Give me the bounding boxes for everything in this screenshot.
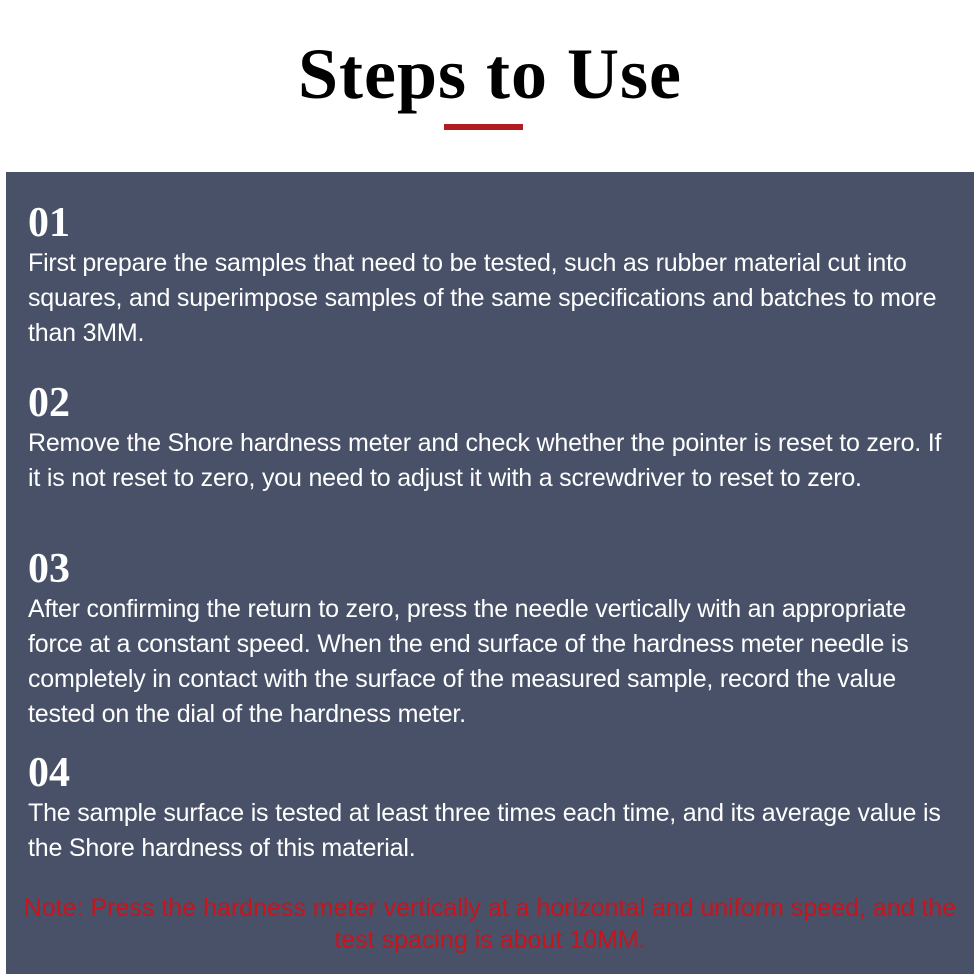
step-text: The sample surface is tested at least three times each time, and its average value is the Shore hardness of this material.	[28, 799, 941, 862]
step-03	[28, 546, 958, 732]
step-text: Remove the Shore hardness meter and check whether the pointer is reset to zero. If it is not reset to zero, you need to adjust it with a screwdriver to reset to zero.	[28, 429, 942, 492]
note-text: Note: Press the hardness meter vertically at a horizontal and uniform speed, and the test spacing is about 10MM.	[23, 894, 957, 954]
step-02	[28, 380, 958, 496]
step-04	[28, 750, 958, 866]
page-title: Steps to Use	[298, 34, 682, 114]
step-number: 03	[28, 546, 70, 592]
steps-panel	[6, 172, 974, 974]
step-number: 04	[28, 750, 70, 796]
title-underline	[444, 124, 523, 130]
step-number: 01	[28, 200, 70, 246]
step-text: After confirming the return to zero, press the needle vertically with an appropriate force at a constant speed. When the end surface of the hardness meter needle is completely in contact with the surface of the measured sample, record the value tested on the dial of the hardness meter.	[28, 595, 909, 728]
step-number: 02	[28, 380, 70, 426]
step-01	[28, 200, 958, 351]
header	[0, 0, 980, 172]
step-text: First prepare the samples that need to be tested, such as rubber material cut into squares, and superimpose samples of the same specifications and batches to more than 3MM.	[28, 249, 937, 347]
